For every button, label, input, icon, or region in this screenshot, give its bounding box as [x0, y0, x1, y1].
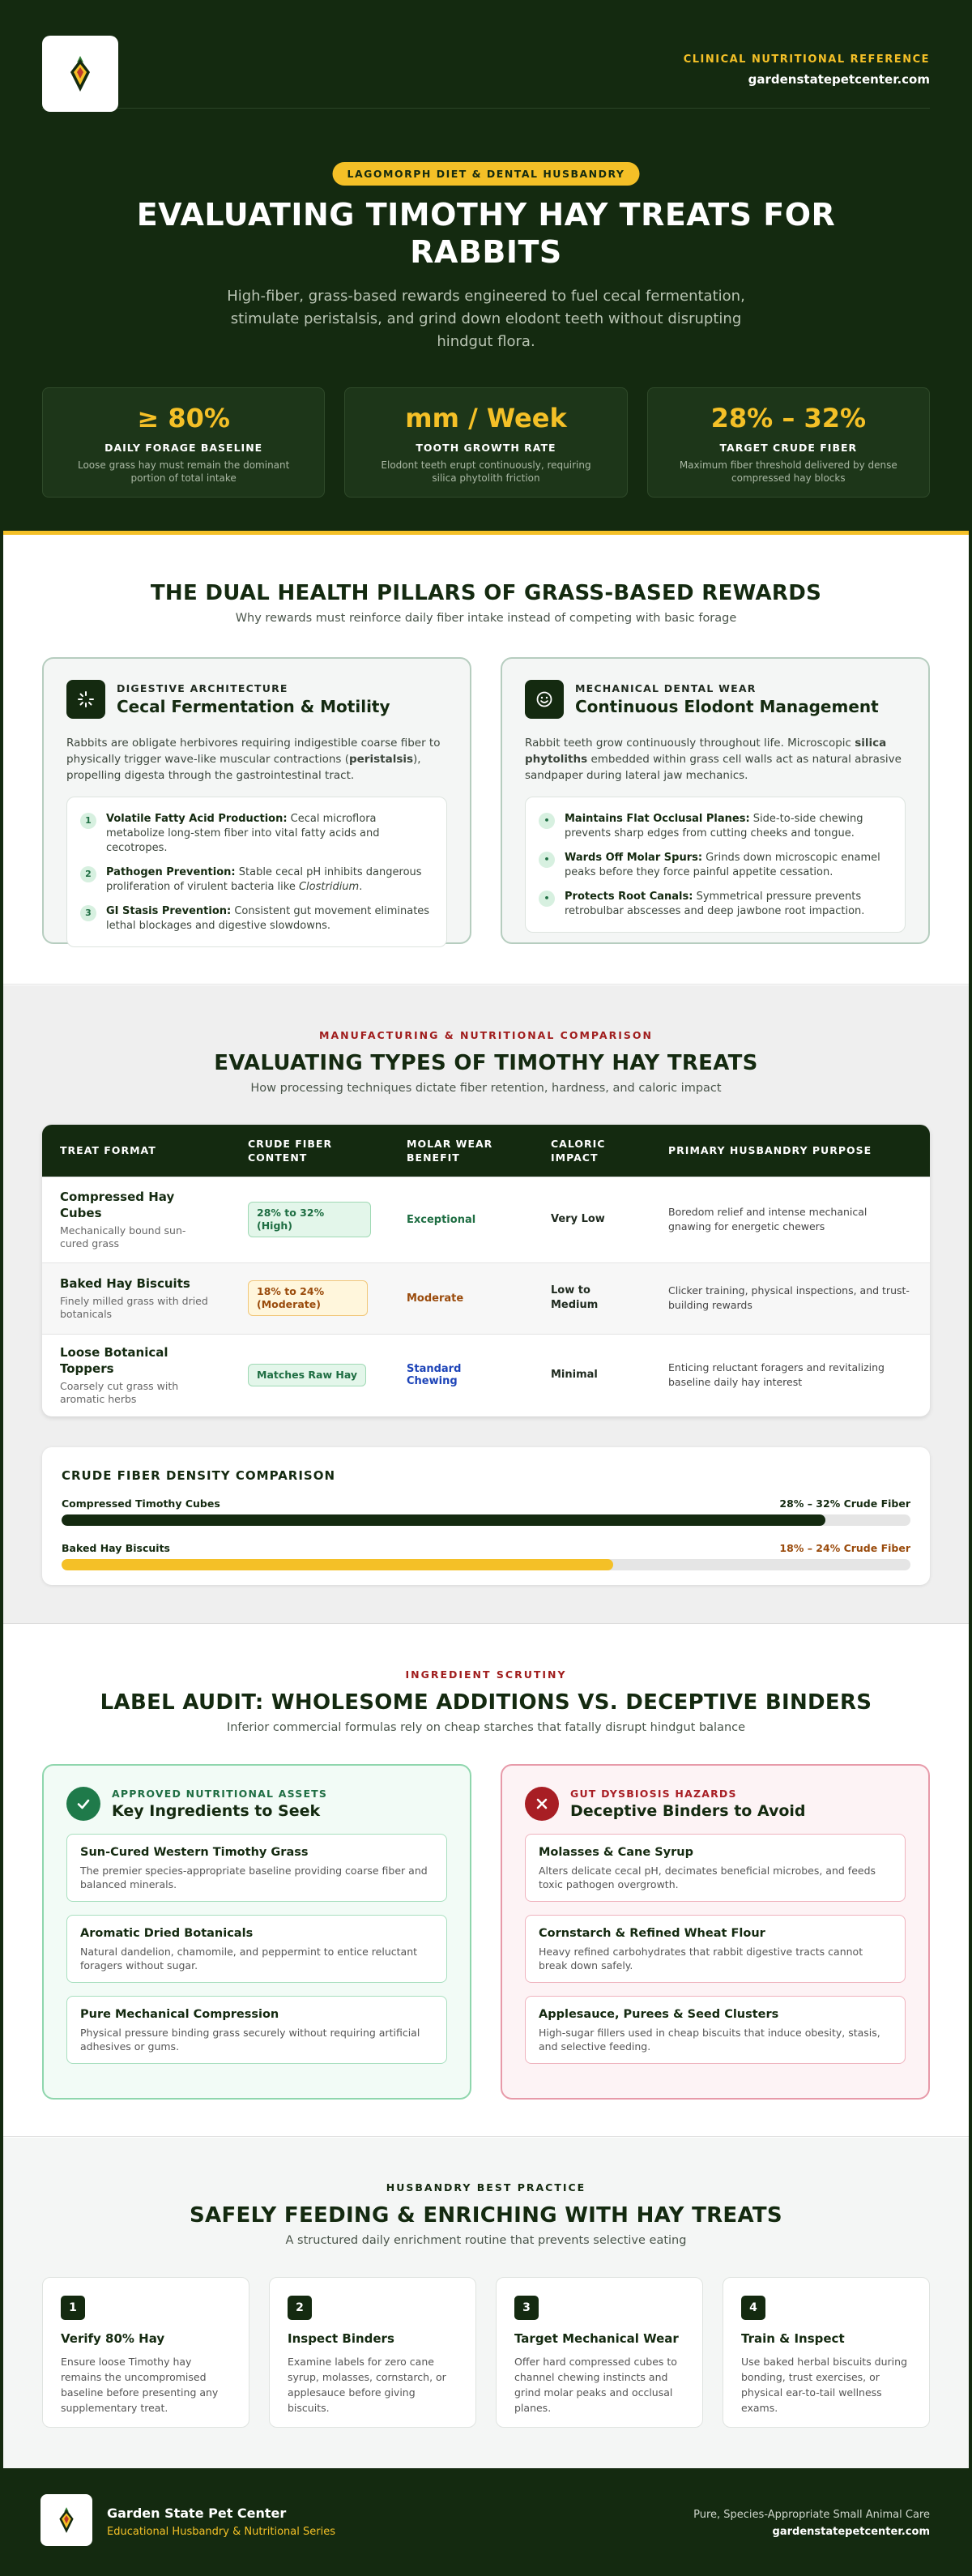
stat-value: ≥ 80% [137, 403, 230, 434]
treat-name: Loose Botanical Toppers [60, 1345, 168, 1377]
wear-value: Exceptional [407, 1213, 476, 1226]
header-domain-link[interactable]: gardenstatepetcenter.com [748, 72, 930, 87]
column-header: CALORIC IMPACT [533, 1125, 650, 1177]
bullet-dot-icon: • [539, 852, 555, 868]
digestion-spark-icon [66, 680, 105, 719]
stat-card [344, 387, 627, 498]
step-number: 1 [61, 2296, 85, 2320]
audit-kicker: INGREDIENT SCRUTINY [405, 1668, 567, 1681]
page-title: EVALUATING TIMOTHY HAY TREATS FOR RABBITS [136, 197, 836, 270]
carrot-logo-icon [66, 54, 95, 93]
step-name: Target Mechanical Wear [514, 2331, 679, 2346]
fiber-badge: 18% to 24% (Moderate) [248, 1280, 368, 1316]
list-number: 2 [80, 866, 96, 882]
stat-label: DAILY FORAGE BASELINE [104, 442, 263, 454]
fiber-badge: 28% to 32% (High) [248, 1202, 371, 1237]
footer-right [693, 2509, 930, 2538]
density-bar-biscuits [62, 1542, 910, 1570]
footer-tagline: Educational Husbandry & Nutritional Series [107, 2526, 335, 2538]
step-desc: Ensure loose Timothy hay remains the uncompromised baseline before presenting any supplementary treat. [61, 2356, 219, 2414]
treat-sub: Coarsely cut grass with aromatic herbs [60, 1380, 179, 1406]
audit-section [3, 1625, 969, 2137]
column-header: CRUDE FIBER CONTENT [230, 1125, 389, 1177]
step-number: 4 [741, 2296, 765, 2320]
column-header: MOLAR WEAR BENEFIT [389, 1125, 533, 1177]
stat-label: TOOTH GROWTH RATE [416, 442, 556, 454]
pillars-title: THE DUAL HEALTH PILLARS OF GRASS-BASED REWARDS [150, 581, 822, 605]
ingredient-name: Sun-Cured Western Timothy Grass [80, 1846, 309, 1859]
purpose-value: Enticing reluctant foragers and revitalizing baseline daily hay interest [668, 1361, 885, 1389]
checkmark-icon [66, 1787, 100, 1821]
step-desc: Examine labels for zero cane syrup, molasses, cornstarch, or applesauce before giving biscuits. [288, 2356, 446, 2414]
step-card [723, 2277, 930, 2428]
calorie-value: Very Low [551, 1213, 605, 1225]
footer-brand [107, 2506, 335, 2538]
pillar-description: Rabbits are obligate herbivores requiring indigestible coarse fiber to physically trigger wave-like muscular contractions (peristalsis), propelling digesta through the gastrointestinal tract. [66, 737, 441, 782]
ingredient-name: Applesauce, Purees & Seed Clusters [539, 2008, 779, 2021]
hero-section [3, 0, 969, 535]
practice-kicker: HUSBANDRY BEST PRACTICE [386, 2181, 586, 2194]
top-bar [42, 32, 930, 109]
wear-value: Moderate [407, 1292, 464, 1305]
bar-fill [62, 1559, 613, 1570]
treat-name: Baked Hay Biscuits [60, 1276, 190, 1291]
ingredient-desc: The premier species-appropriate baseline providing coarse fiber and balanced minerals. [80, 1865, 428, 1890]
list-item: • Wards Off Molar Spurs: Grinds down microscopic enamel peaks before they force painful appetite cessation. [539, 851, 892, 880]
pillar-list [525, 797, 906, 933]
footer-name: Garden State Pet Center [107, 2506, 287, 2521]
pillar-digestive [42, 657, 471, 944]
list-item: 1 Volatile Fatty Acid Production: Cecal microflora metabolize long-stem fiber into vital fatty acids and cecotropes. [80, 812, 433, 856]
stat-card [647, 387, 930, 498]
pillar-kicker: DIGESTIVE ARCHITECTURE [117, 682, 288, 694]
bar-range: 18% – 24% Crude Fiber [779, 1542, 910, 1554]
hero-badge: LAGOMORPH DIET & DENTAL HUSBANDRY [333, 162, 640, 186]
treat-sub: Mechanically bound sun-cured grass [60, 1224, 186, 1250]
steps-row [42, 2277, 930, 2428]
pillar-dental [501, 657, 930, 944]
reference-label: CLINICAL NUTRITIONAL REFERENCE [683, 53, 930, 66]
ingredient-desc: High-sugar fillers used in cheap biscuits that induce obesity, stasis, and selective feeding. [539, 2027, 880, 2053]
practice-section [3, 2138, 969, 2468]
pillar-header [525, 680, 906, 719]
panel-title: Deceptive Binders to Avoid [570, 1802, 806, 1820]
step-number: 2 [288, 2296, 312, 2320]
pillars-grid [42, 657, 930, 944]
carrot-logo-icon [56, 2506, 77, 2535]
pillar-header [66, 680, 447, 719]
treat-sub: Finely milled grass with dried botanicals [60, 1295, 208, 1320]
step-desc: Offer hard compressed cubes to channel chewing instincts and grind molar peaks and occlusal planes. [514, 2356, 677, 2414]
hero-lede: High-fiber, grass-based rewards engineered to fuel cecal fermentation, stimulate peristalsis, and grind down elodont teeth without disrupting hindgut flora. [227, 288, 745, 350]
column-header: TREAT FORMAT [42, 1125, 230, 1177]
audit-grid [42, 1764, 930, 2100]
step-card [269, 2277, 476, 2428]
ingredient-name: Cornstarch & Refined Wheat Flour [539, 1927, 765, 1940]
smile-icon [525, 680, 564, 719]
density-card [42, 1447, 930, 1585]
comparison-subtitle: How processing techniques dictate fiber retention, hardness, and caloric impact [250, 1082, 722, 1095]
table-row [42, 1262, 930, 1334]
pillar-title: Continuous Elodont Management [575, 697, 879, 716]
step-number: 3 [514, 2296, 539, 2320]
step-name: Verify 80% Hay [61, 2331, 165, 2346]
bullet-dot-icon: • [539, 891, 555, 907]
comparison-title: EVALUATING TYPES OF TIMOTHY HAY TREATS [214, 1051, 758, 1075]
list-item: • Protects Root Canals: Symmetrical pressure prevents retrobulbar abscesses and deep jawbone root impaction. [539, 890, 892, 919]
comparison-kicker: MANUFACTURING & NUTRITIONAL COMPARISON [319, 1029, 653, 1041]
step-name: Train & Inspect [741, 2331, 845, 2346]
step-desc: Use baked herbal biscuits during bonding, trust exercises, or physical ear-to-tail wellness exams. [741, 2356, 908, 2414]
practice-title: SAFELY FEEDING & ENRICHING WITH HAY TREATS [190, 2203, 782, 2228]
list-item: 3 GI Stasis Prevention: Consistent gut movement eliminates lethal blockages and digestive slowdowns. [80, 904, 433, 933]
pillars-subtitle: Why rewards must reinforce daily fiber intake instead of competing with basic forage [235, 612, 737, 625]
calorie-value: Minimal [551, 1369, 598, 1382]
bar-fill [62, 1514, 825, 1526]
ingredient-card [525, 1834, 906, 1902]
wear-value: Standard Chewing [407, 1363, 462, 1388]
close-icon [525, 1787, 559, 1821]
footer-domain-link[interactable]: gardenstatepetcenter.com [772, 2526, 930, 2538]
pillar-kicker: MECHANICAL DENTAL WEAR [575, 682, 757, 694]
footer-motto: Pure, Species-Appropriate Small Animal Care [693, 2509, 930, 2521]
pillar-list [66, 797, 447, 947]
panel-kicker: GUT DYSBIOSIS HAZARDS [570, 1788, 737, 1800]
bar-track [62, 1559, 910, 1570]
ingredient-card [525, 1996, 906, 2064]
audit-subtitle: Inferior commercial formulas rely on cheap starches that fatally disrupt hindgut balance [226, 1721, 746, 1734]
practice-subtitle: A structured daily enrichment routine that prevents selective eating [285, 2234, 687, 2247]
panel-kicker: APPROVED NUTRITIONAL ASSETS [112, 1788, 328, 1800]
hazard-binders-panel [501, 1764, 930, 2100]
panel-title: Key Ingredients to Seek [112, 1802, 321, 1820]
ingredient-card [66, 1834, 447, 1902]
ingredient-desc: Alters delicate cecal pH, decimates beneficial microbes, and feeds toxic pathogen overgrowth. [539, 1865, 876, 1890]
stats-row [42, 387, 930, 498]
bar-label: Compressed Timothy Cubes [62, 1497, 220, 1510]
ingredient-desc: Heavy refined carbohydrates that rabbit digestive tracts cannot break down safely. [539, 1946, 863, 1972]
density-bar-cubes [62, 1497, 910, 1526]
table-row [42, 1334, 930, 1416]
table-header-row [42, 1125, 930, 1177]
pillars-section [3, 539, 969, 985]
ingredient-name: Aromatic Dried Botanicals [80, 1927, 254, 1940]
calorie-value: Low to Medium [551, 1284, 599, 1311]
list-number: 1 [80, 813, 96, 829]
stat-value: 28% – 32% [710, 403, 867, 434]
ingredient-card [525, 1915, 906, 1983]
purpose-value: Clicker training, physical inspections, and trust-building rewards [668, 1284, 910, 1311]
density-title: CRUDE FIBER DENSITY COMPARISON [62, 1468, 336, 1483]
footer-logo[interactable] [40, 2494, 92, 2546]
stat-sub: Elodont teeth erupt continuously, requiring silica phytolith friction [381, 459, 591, 484]
ingredient-desc: Natural dandelion, chamomile, and peppermint to entice reluctant foragers without sugar. [80, 1946, 418, 1972]
bar-range: 28% – 32% Crude Fiber [779, 1497, 910, 1510]
pillar-title: Cecal Fermentation & Motility [117, 697, 390, 716]
comparison-table [42, 1125, 930, 1416]
brand-logo[interactable] [42, 36, 118, 112]
ingredient-desc: Physical pressure binding grass securely without requiring artificial adhesives or gums. [80, 2027, 420, 2053]
ingredient-card [66, 1996, 447, 2064]
treat-name: Compressed Hay Cubes [60, 1190, 175, 1220]
purpose-value: Boredom relief and intense mechanical gnawing for energetic chewers [668, 1206, 868, 1232]
footer [3, 2468, 969, 2576]
ingredient-name: Pure Mechanical Compression [80, 2008, 279, 2021]
column-header: PRIMARY HUSBANDRY PURPOSE [650, 1125, 930, 1177]
approved-ingredients-panel [42, 1764, 471, 2100]
stat-card [42, 387, 325, 498]
stat-label: TARGET CRUDE FIBER [719, 442, 858, 454]
list-number: 3 [80, 905, 96, 921]
bullet-dot-icon: • [539, 813, 555, 829]
comparison-section [3, 985, 969, 1624]
ingredient-card [66, 1915, 447, 1983]
stat-value: mm / Week [405, 403, 567, 434]
list-item: 2 Pathogen Prevention: Stable cecal pH inhibits dangerous proliferation of virulent bacteria like Clostridium. [80, 865, 433, 895]
reference-block [684, 53, 930, 87]
bar-track [62, 1514, 910, 1526]
step-name: Inspect Binders [288, 2331, 394, 2346]
stat-sub: Maximum fiber threshold delivered by dense compressed hay blocks [679, 459, 897, 484]
audit-title: LABEL AUDIT: WHOLESOME ADDITIONS VS. DECEPTIVE BINDERS [100, 1690, 872, 1715]
list-item: • Maintains Flat Occlusal Planes: Side-to-side chewing prevents sharp edges from cutting cheeks and tongue. [539, 812, 892, 841]
table-row [42, 1177, 930, 1262]
stat-sub: Loose grass hay must remain the dominant portion of total intake [77, 459, 290, 484]
step-card [496, 2277, 703, 2428]
bar-label: Baked Hay Biscuits [62, 1542, 170, 1554]
ingredient-name: Molasses & Cane Syrup [539, 1846, 693, 1859]
fiber-badge: Matches Raw Hay [248, 1364, 366, 1386]
step-card [42, 2277, 249, 2428]
pillar-description: Rabbit teeth grow continuously throughout life. Microscopic silica phytoliths embedded within grass cell walls act as natural abrasive sandpaper during lateral jaw mechanics. [525, 737, 902, 782]
